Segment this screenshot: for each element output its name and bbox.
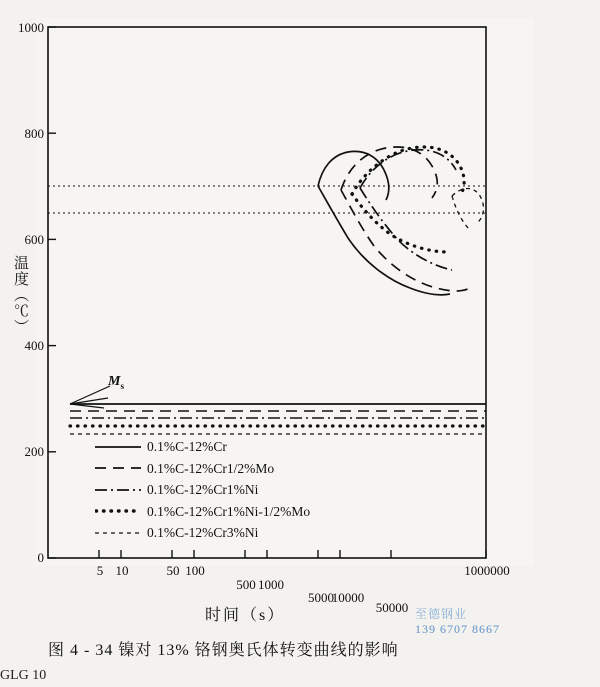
x-tick-50000: 50000 [375, 600, 409, 615]
x-tick-5000: 5000 [308, 590, 334, 605]
x-tick-500: 500 [236, 577, 256, 592]
legend-item-dashed [95, 458, 310, 480]
legend-key-dashed [95, 462, 141, 474]
legend-key-fine-dashed [95, 527, 141, 539]
legend-label-dashed: 0.1%C-12%Cr1/2%Mo [147, 460, 275, 476]
corner-note: GLG 10 [0, 668, 47, 683]
legend-label-solid: 0.1%C-12%Cr [147, 439, 227, 454]
y-tick-600: 600 [24, 232, 44, 247]
ms-annotation [108, 374, 124, 391]
legend-item-solid [95, 436, 310, 458]
legend-item-dash-dot [95, 479, 310, 501]
x-tick-100: 100 [185, 563, 205, 578]
legend [95, 436, 310, 544]
legend-item-fine-dashed [95, 522, 310, 544]
x-tick-10: 10 [115, 563, 129, 578]
y-tick-200: 200 [24, 444, 44, 459]
x-tick-1000000: 1000000 [464, 563, 510, 578]
y-tick-0: 0 [37, 550, 44, 565]
legend-key-solid [95, 441, 141, 453]
legend-item-dotted [95, 501, 310, 523]
x-axis-label: 时间（s） [205, 607, 286, 624]
y-axis-label: 温度（℃） [12, 255, 28, 335]
watermark [415, 607, 500, 637]
y-tick-800: 800 [24, 126, 44, 141]
watermark-line-2: 139 6707 8667 [415, 622, 500, 636]
legend-label-dash-dot: 0.1%C-12%Cr1%Ni [147, 482, 259, 497]
legend-label-dotted: 0.1%C-12%Cr1%Ni-1/2%Mo [147, 503, 311, 519]
figure-caption: 图 4 - 34 镍对 13% 铬钢奥氏体转变曲线的影响 [48, 642, 399, 659]
legend-key-dash-dot [95, 484, 141, 496]
legend-key-dotted [95, 505, 141, 517]
ms-annotation-text: M [108, 374, 121, 389]
x-tick-50: 50 [166, 563, 180, 578]
x-tick-5: 5 [96, 563, 104, 578]
x-tick-1000: 1000 [258, 577, 284, 592]
y-tick-1000: 1000 [18, 20, 44, 35]
y-tick-400: 400 [24, 338, 44, 353]
legend-label-fine-dashed: 0.1%C-12%Cr3%Ni [147, 525, 259, 540]
watermark-line-1: 至德钢业 [415, 607, 468, 621]
ms-annotation-sub: s [120, 380, 124, 391]
x-tick-10000: 10000 [331, 590, 365, 605]
